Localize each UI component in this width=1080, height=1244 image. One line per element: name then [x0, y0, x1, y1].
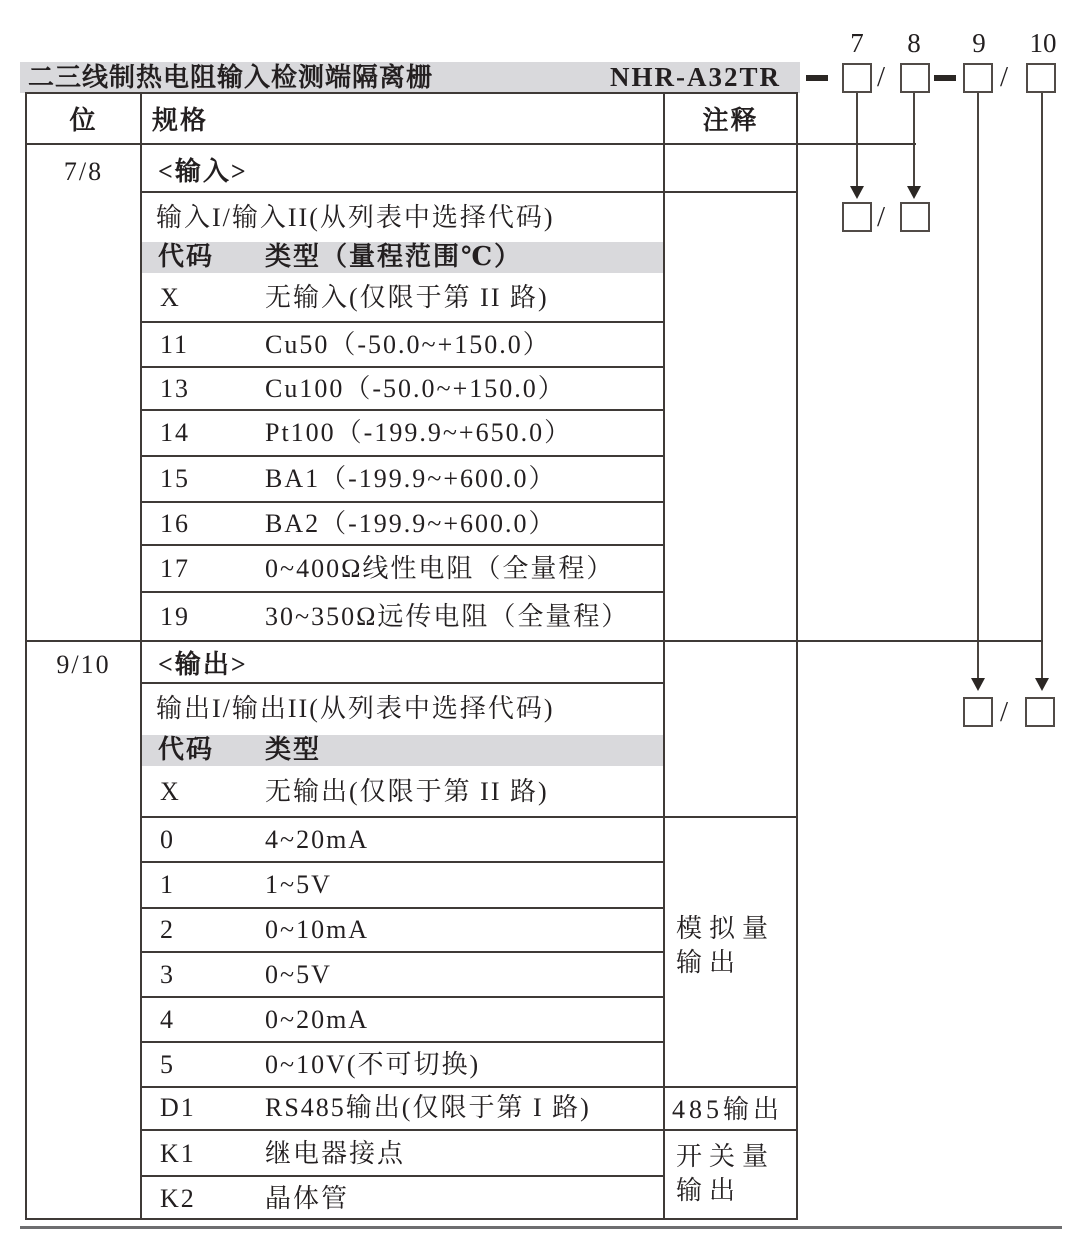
code-cell: 17: [160, 554, 190, 583]
slash-separator: /: [877, 61, 886, 93]
arrowhead-8: [907, 186, 921, 199]
code-cell: K2: [160, 1184, 196, 1213]
type-cell: 1~5V: [265, 870, 332, 899]
code-cell: 16: [160, 509, 190, 538]
digit-label-9: 9: [972, 28, 986, 58]
product-title: 二三线制热电阻输入检测端隔离栅: [28, 63, 434, 92]
code-cell: 19: [160, 602, 190, 631]
arrow-line-8: [913, 93, 915, 187]
grid-line: [140, 951, 663, 953]
input-code-box-8: [900, 202, 930, 232]
output-subtitle: 输出I/输出II(从列表中选择代码): [156, 694, 555, 723]
arrow-line-9: [977, 93, 979, 679]
note-cell-rs485: 485输出: [672, 1095, 784, 1124]
grid-line: [140, 907, 663, 909]
type-cell: 晶体管: [265, 1184, 350, 1213]
code-cell: K1: [160, 1139, 196, 1168]
code-cell: 5: [160, 1050, 175, 1079]
arrow-line-7: [856, 93, 858, 187]
input-code-box-7: [842, 202, 872, 232]
input-type-label: 类型（量程范围℃）: [265, 242, 523, 271]
grid-line-section-connector: [25, 640, 1043, 642]
input-position: 7/8: [63, 157, 104, 186]
type-cell: RS485输出(仅限于第 I 路): [265, 1093, 591, 1122]
grid-line: [140, 455, 663, 457]
grid-line: [140, 409, 663, 411]
grid-line: [140, 1129, 798, 1131]
arrow-line-10: [1041, 93, 1043, 679]
column-header-note: 注释: [702, 106, 759, 135]
type-cell: BA2（-199.9~+600.0）: [265, 509, 557, 538]
code-cell: 15: [160, 464, 190, 493]
arrowhead-10: [1035, 678, 1049, 691]
type-cell: Pt100（-199.9~+650.0）: [265, 418, 573, 447]
type-cell: 0~10mA: [265, 915, 370, 944]
note-cell-switch-line2: 输出: [676, 1176, 743, 1205]
type-cell: 无输入(仅限于第 II 路): [265, 283, 549, 312]
code-cell: 13: [160, 374, 190, 403]
model-number: NHR-A32TR: [610, 62, 781, 92]
output-position: 9/10: [56, 650, 111, 679]
code-cell: X: [160, 283, 181, 312]
code-cell: D1: [160, 1093, 196, 1122]
grid-line: [140, 366, 663, 368]
code-cell: 1: [160, 870, 175, 899]
type-cell: 0~400Ω线性电阻（全量程）: [265, 554, 615, 583]
output-code-box-10: [1025, 697, 1055, 727]
column-header-spec: 规格: [152, 106, 209, 135]
code-cell: 3: [160, 960, 175, 989]
input-group-title: <输入>: [158, 157, 248, 186]
column-header-position: 位: [69, 106, 98, 135]
grid-line: [140, 861, 663, 863]
output-group-title: <输出>: [158, 650, 248, 679]
code-cell: 4: [160, 1005, 175, 1034]
order-code-box-9: [963, 63, 993, 93]
grid-line: [140, 996, 663, 998]
arrowhead-7: [850, 186, 864, 199]
type-cell: 0~20mA: [265, 1005, 370, 1034]
type-cell: 0~5V: [265, 960, 332, 989]
input-subtitle: 输入I/输入II(从列表中选择代码): [156, 203, 555, 232]
grid-line: [140, 1041, 663, 1043]
order-code-box-10: [1026, 63, 1056, 93]
code-cell: 11: [160, 330, 190, 359]
note-cell-switch-line1: 开关量: [676, 1142, 776, 1171]
output-type-label: 类型: [265, 735, 322, 764]
digit-label-8: 8: [907, 28, 921, 58]
code-cell: 0: [160, 825, 175, 854]
output-code-header-band: [142, 735, 663, 766]
grid-line-right-border: [796, 92, 798, 1220]
output-code-label: 代码: [158, 735, 215, 764]
type-cell: Cu100（-50.0~+150.0）: [265, 374, 566, 403]
input-code-label: 代码: [158, 242, 215, 271]
bottom-rule: [20, 1226, 1062, 1229]
type-cell: 继电器接点: [265, 1139, 406, 1168]
slash-separator: /: [1000, 696, 1009, 728]
grid-line: [140, 591, 663, 593]
digit-label-7: 7: [850, 28, 864, 58]
type-cell: 4~20mA: [265, 825, 370, 854]
type-cell: 无输出(仅限于第 II 路): [265, 777, 549, 806]
code-cell: 2: [160, 915, 175, 944]
code-cell: X: [160, 777, 181, 806]
grid-line-position-divider: [140, 92, 142, 1220]
grid-line: [140, 1086, 798, 1088]
type-cell: Cu50（-50.0~+150.0）: [265, 330, 551, 359]
dash-separator: [806, 75, 828, 81]
grid-line: [140, 501, 663, 503]
code-cell: 14: [160, 418, 190, 447]
arrowhead-9: [971, 678, 985, 691]
digit-label-10: 10: [1029, 28, 1057, 58]
dash-separator: [934, 75, 956, 81]
slash-separator: /: [877, 201, 886, 233]
slash-separator: /: [1000, 61, 1009, 93]
grid-line: [140, 1175, 663, 1177]
order-code-box-7: [842, 63, 872, 93]
grid-line: [140, 816, 798, 818]
type-cell: 30~350Ω远传电阻（全量程）: [265, 602, 630, 631]
note-cell-analog-line2: 输出: [676, 948, 743, 977]
grid-line: [140, 191, 798, 193]
grid-line: [140, 544, 663, 546]
grid-line-note-divider: [663, 92, 665, 1220]
grid-line-header-connector: [25, 143, 916, 145]
grid-line: [140, 321, 663, 323]
output-code-box-9: [963, 697, 993, 727]
type-cell: BA1（-199.9~+600.0）: [265, 464, 557, 493]
note-cell-analog-line1: 模拟量: [676, 914, 776, 943]
type-cell: 0~10V(不可切换): [265, 1050, 481, 1079]
order-code-box-8: [900, 63, 930, 93]
grid-line: [140, 682, 663, 684]
